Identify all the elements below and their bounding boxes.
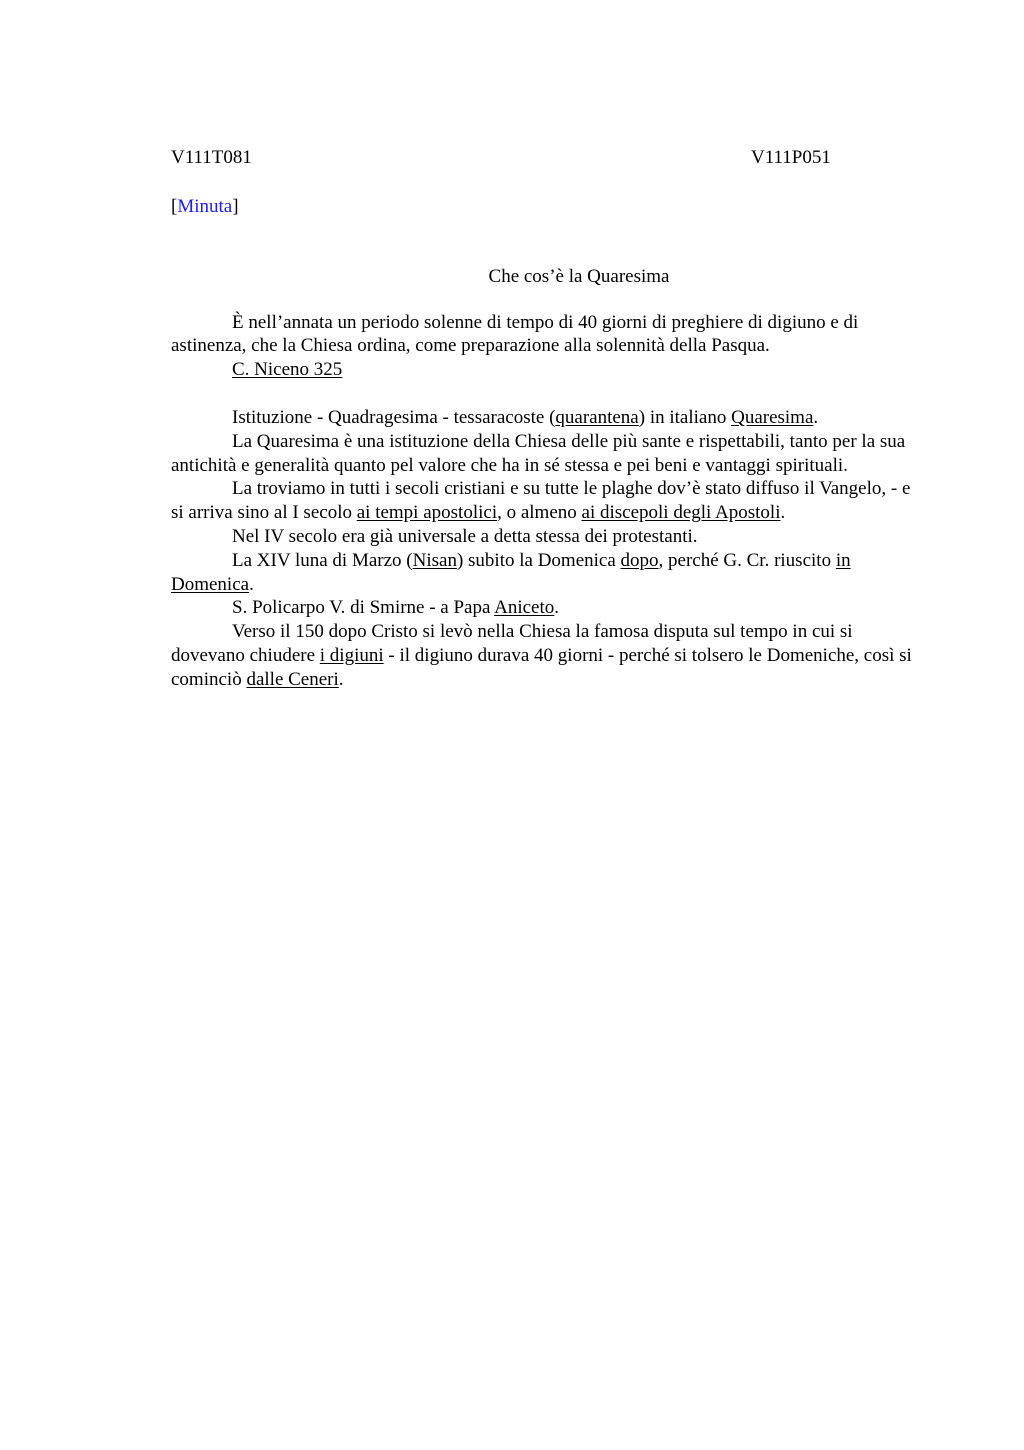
text-run: Verso il 150 dopo Cristo si levò nella Chiesa la famosa disputa sul tempo in cui si dovevano chiudere — [171, 621, 853, 666]
paragraph-istituzione-chiesa: La Quaresima è una istituzione della Chiesa delle più sante e rispettabili, tanto per la sua antichità e generalità quanto pel valore che ha in sé stessa e pei beni e vantaggi spirituali. — [171, 430, 906, 476]
text-run: , perché G. Cr. riuscito — [658, 549, 836, 571]
minuta-link[interactable]: Minuta — [177, 196, 233, 217]
text-run: ) in italiano — [638, 406, 732, 428]
underlined-in-domenica: in Domenica — [171, 549, 851, 595]
document-codes — [171, 146, 921, 170]
paragraph-gap — [171, 382, 921, 406]
underlined-aniceto: Aniceto — [494, 597, 555, 619]
document-title: Che cos’è la Quaresima — [488, 265, 670, 287]
paragraph-policarpo — [171, 596, 921, 620]
underlined-dopo: dopo — [620, 549, 659, 571]
text-run: . — [780, 502, 786, 524]
underlined-quaresima: Quaresima — [731, 406, 814, 428]
text-run: - il digiuno durava 40 giorni - perché si tolsero le Domeniche, così si cominciò — [171, 644, 912, 690]
paragraph-secoli — [171, 477, 921, 525]
paragraph-luna — [171, 549, 921, 597]
text-run: La XIV luna di Marzo ( — [232, 549, 413, 571]
text-run: ) subito la Domenica — [456, 549, 621, 571]
text-run: , o almeno — [497, 502, 582, 524]
paragraph-istituzione — [171, 406, 921, 430]
text-run: La troviamo in tutti i secoli cristiani e su tutte le plaghe dov’è stato diffuso il Vangelo, - e si arriva sino al I secolo — [171, 478, 911, 524]
minuta-bracket-close: ] — [232, 196, 239, 217]
text-run: Istituzione - Quadragesima - tessaracoste ( — [232, 406, 556, 428]
paragraph-iv-secolo: Nel IV secolo era già universale a detta stessa dei protestanti. — [232, 525, 698, 547]
minuta-line — [171, 195, 921, 219]
text-run: . — [249, 573, 254, 595]
underlined-discepoli: ai discepoli degli Apostoli — [581, 502, 781, 524]
document-code-left: V111T081 — [171, 147, 252, 168]
paragraph-council — [171, 358, 921, 382]
minuta-bracket-open: [ — [171, 196, 178, 217]
text-run: . — [554, 597, 560, 619]
underlined-digiuni: i digiuni — [319, 644, 384, 666]
text-run: S. Policarpo V. di Smirne - a Papa — [232, 597, 495, 619]
text-run: . — [338, 668, 344, 690]
paragraph-disputa — [171, 620, 921, 691]
document-page — [171, 146, 921, 692]
underlined-quarantena: quarantena — [555, 406, 639, 428]
paragraph-definition: È nell’annata un periodo solenne di tempo di 40 giorni di preghiere di digiuno e di astinenza, che la Chiesa ordina, come preparazione alla solennità della Pasqua. — [171, 311, 859, 357]
underlined-council: C. Niceno 325 — [232, 359, 343, 381]
underlined-ceneri: dalle Ceneri — [246, 668, 339, 690]
underlined-tempi-apostolici: ai tempi apostolici — [356, 502, 498, 524]
text-run: . — [813, 406, 819, 428]
document-body — [171, 311, 921, 692]
document-code-right: V111P051 — [751, 147, 831, 168]
underlined-nisan: Nisan — [412, 549, 457, 571]
